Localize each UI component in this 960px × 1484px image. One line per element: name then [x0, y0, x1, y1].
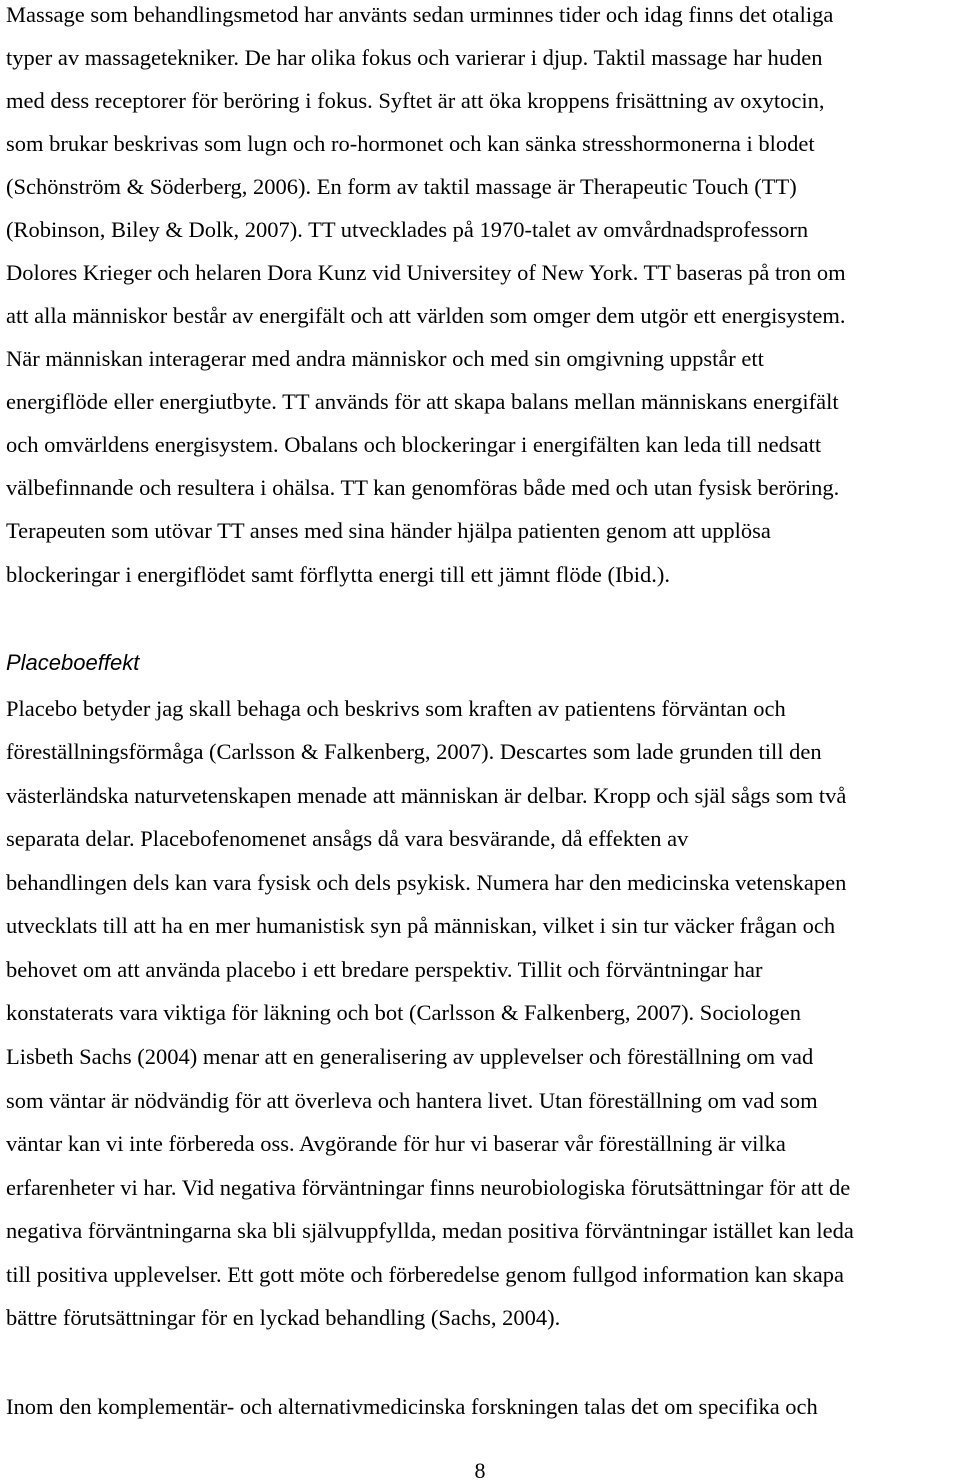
text-line: (Schönström & Söderberg, 2006). En form av taktil massage är Therapeutic Touch (TT): [6, 174, 797, 199]
text-line: Terapeuten som utövar TT anses med sina händer hjälpa patienten genom att upplösa: [6, 518, 771, 543]
text-line: energiflöde eller energiutbyte. TT används för att skapa balans mellan människans energifält: [6, 389, 839, 414]
text-line: behandlingen dels kan vara fysisk och dels psykisk. Numera har den medicinska vetenskapen: [6, 870, 847, 895]
text-line: att alla människor består av energifält och att världen som omger dem utgör ett energisystem.: [6, 303, 846, 328]
text-line: typer av massagetekniker. De har olika fokus och varierar i djup. Taktil massage har huden: [6, 45, 823, 70]
text-line: bättre förutsättningar för en lyckad behandling (Sachs, 2004).: [6, 1305, 561, 1330]
text-line: som väntar är nödvändig för att överleva och hantera livet. Utan föreställning om vad som: [6, 1088, 818, 1113]
text-line: föreställningsförmåga (Carlsson & Falkenberg, 2007). Descartes som lade grunden till den: [6, 739, 822, 764]
page-number: 8: [474, 1458, 486, 1483]
text-line: separata delar. Placebofenomenet ansågs då vara besvärande, då effekten av: [6, 826, 689, 851]
text-line: västerländska naturvetenskapen menade att människan är delbar. Kropp och själ sågs som två: [6, 783, 847, 808]
text-line: och omvärldens energisystem. Obalans och blockeringar i energifälten kan leda till nedsatt: [6, 432, 822, 457]
text-line: väntar kan vi inte förbereda oss. Avgörande för hur vi baserar vår föreställning är vilka: [6, 1131, 786, 1156]
text-line: med dess receptorer för beröring i fokus. Syftet är att öka kroppens frisättning av oxytocin,: [6, 88, 825, 113]
text-line: som brukar beskrivas som lugn och ro-hormonet och kan sänka stresshormonerna i blodet: [6, 131, 815, 156]
text-line: Massage som behandlingsmetod har använts sedan urminnes tider och idag finns det otaliga: [6, 2, 834, 27]
text-line: till positiva upplevelser. Ett gott möte och förberedelse genom fullgod information kan skapa: [6, 1262, 844, 1287]
text-line: Inom den komplementär- och alternativmedicinska forskningen talas det om specifika och: [6, 1394, 818, 1419]
text-line: Placebo betyder jag skall behaga och beskrivs som kraften av patientens förväntan och: [6, 696, 786, 721]
text-line: behovet om att använda placebo i ett bredare perspektiv. Tillit och förväntningar har: [6, 957, 763, 982]
text-line: erfarenheter vi har. Vid negativa förväntningar finns neurobiologiska förutsättningar för att de: [6, 1175, 851, 1200]
text-line: utvecklats till att ha en mer humanistisk syn på människan, vilket i sin tur väcker frågan och: [6, 913, 836, 938]
text-line: negativa förväntningarna ska bli självuppfyllda, medan positiva förväntningar istället kan leda: [6, 1218, 854, 1243]
text-line: Lisbeth Sachs (2004) menar att en generalisering av upplevelser och föreställning om vad: [6, 1044, 814, 1069]
text-line: När människan interagerar med andra människor och med sin omgivning uppstår ett: [6, 346, 764, 371]
section-heading: Placeboeffekt: [6, 650, 140, 675]
text-line: konstaterats vara viktiga för läkning och bot (Carlsson & Falkenberg, 2007). Sociologen: [6, 1000, 802, 1025]
text-line: Dolores Krieger och helaren Dora Kunz vid Universitey of New York. TT baseras på tron om: [6, 260, 846, 285]
text-line: blockeringar i energiflödet samt förflytta energi till ett jämnt flöde (Ibid.).: [6, 562, 670, 587]
text-line: välbefinnande och resultera i ohälsa. TT kan genomföras både med och utan fysisk beröring.: [6, 475, 840, 500]
text-line: (Robinson, Biley & Dolk, 2007). TT utvecklades på 1970-talet av omvårdnadsprofessorn: [6, 217, 809, 242]
